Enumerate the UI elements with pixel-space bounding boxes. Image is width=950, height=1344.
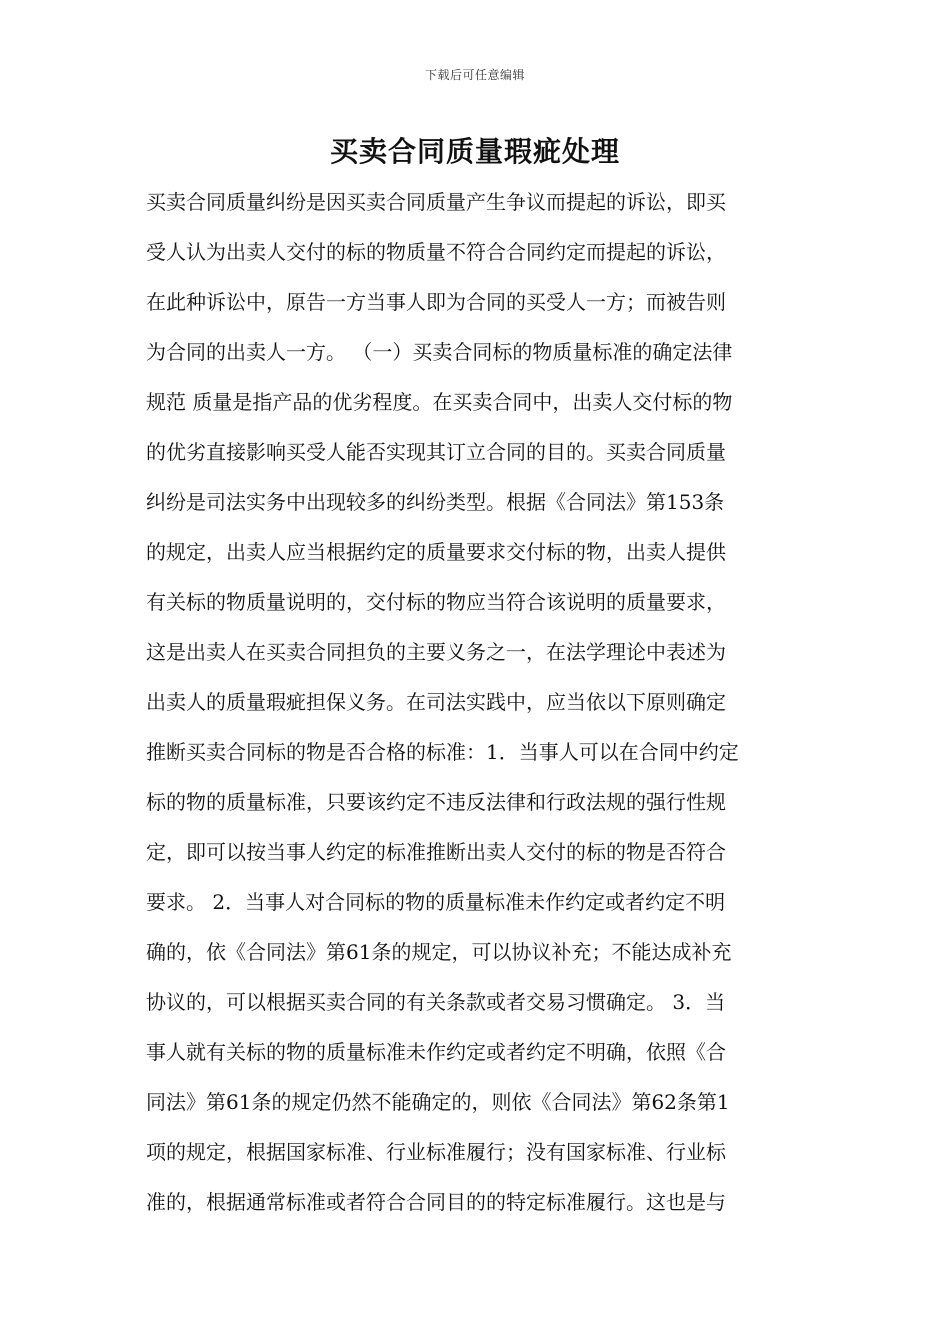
body-line: 买卖合同质量纠纷是因买卖合同质量产生争议而提起的诉讼，即买 — [146, 190, 726, 214]
body-line: 定，即可以按当事人约定的标准推断出卖人交付的标的物是否符合 — [146, 840, 726, 864]
body-line: 规范 质量是指产品的优劣程度。在买卖合同中，出卖人交付标的物 — [146, 390, 733, 414]
body-line: 受人认为出卖人交付的标的物质量不符合合同约定而提起的诉讼， — [146, 240, 726, 264]
body-line: 同法》第61条的规定仍然不能确定的，则依《合同法》第62条第1 — [146, 1090, 730, 1114]
body-line: 准的，根据通常标准或者符合合同目的的特定标准履行。这也是与 — [146, 1190, 726, 1214]
body-line: 在此种诉讼中，原告一方当事人即为合同的买受人一方；而被告则 — [146, 290, 726, 314]
page-title: 买卖合同质量瑕疵处理 — [329, 135, 620, 168]
header-note: 下载后可任意编辑 — [424, 68, 525, 82]
body-line: 这是出卖人在买卖合同担负的主要义务之一，在法学理论中表述为 — [146, 640, 726, 664]
body-line: 的优劣直接影响买受人能否实现其订立合同的目的。买卖合同质量 — [146, 440, 726, 464]
body-line: 确的，依《合同法》第61条的规定，可以协议补充；不能达成补充 — [146, 940, 732, 964]
body-line: 出卖人的质量瑕疵担保义务。在司法实践中，应当依以下原则确定 — [146, 690, 726, 714]
body-line: 事人就有关标的物的质量标准未作约定或者约定不明确，依照《合 — [146, 1040, 726, 1064]
body-line: 有关标的物质量说明的，交付标的物应当符合该说明的质量要求， — [146, 590, 726, 614]
body-line: 为合同的出卖人一方。 （一）买卖合同标的物质量标准的确定法律 — [146, 340, 733, 364]
body-line: 标的物的质量标准，只要该约定不违反法律和行政法规的强行性规 — [146, 790, 726, 814]
body-line: 协议的，可以根据买卖合同的有关条款或者交易习惯确定。 3．当 — [146, 990, 726, 1014]
body-line: 纠纷是司法实务中出现较多的纠纷类型。根据《合同法》第153条 — [146, 490, 725, 514]
body-line: 项的规定，根据国家标准、行业标准履行；没有国家标准、行业标 — [146, 1140, 726, 1164]
body-line: 推断买卖合同标的物是否合格的标准：1．当事人可以在合同中约定 — [146, 740, 739, 764]
body-line: 要求。 2．当事人对合同标的物的质量标准未作约定或者约定不明 — [146, 890, 726, 914]
body-line: 的规定，出卖人应当根据约定的质量要求交付标的物，出卖人提供 — [146, 540, 726, 564]
